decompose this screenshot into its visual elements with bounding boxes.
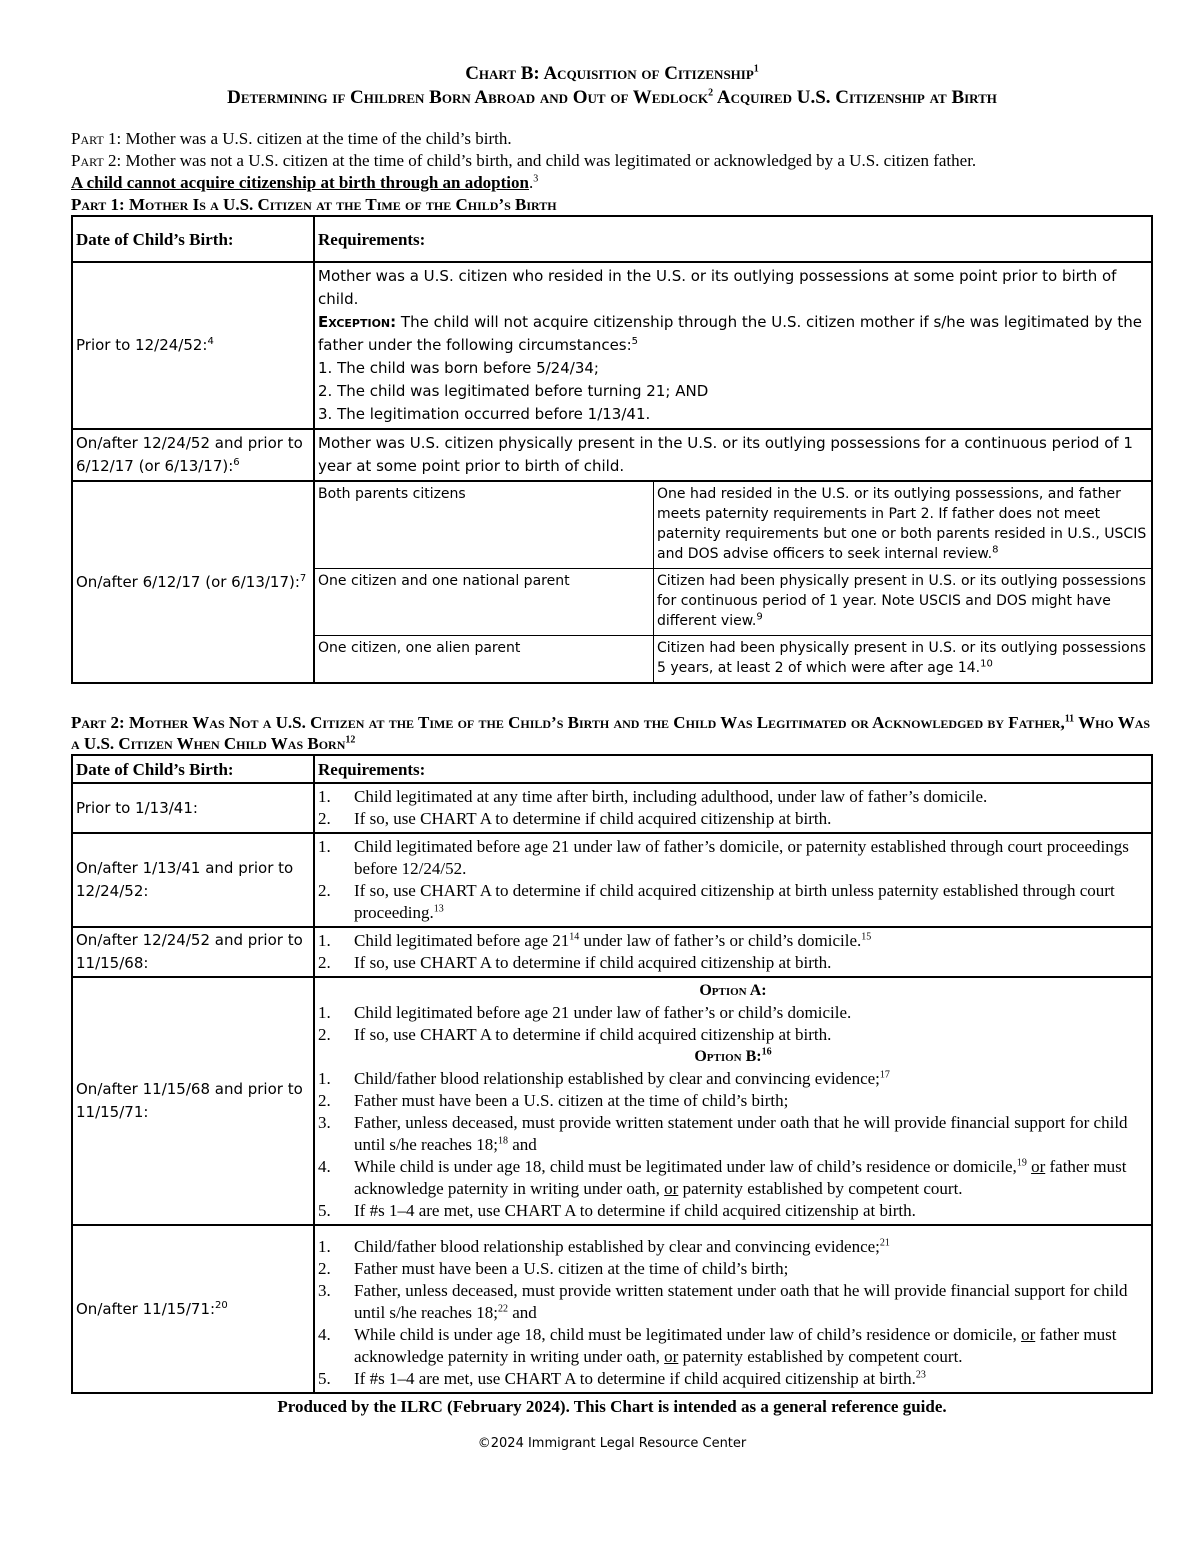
- list-item: 2. If so, use CHART A to determine if child acquired citizenship at birth unless paternity established through court proceeding.$^{13}$: [318, 881, 1115, 922]
- list-item: 1. Child legitimated before age 21 under law of father’s or child’s domicile.: [318, 1003, 852, 1022]
- table-row: [72, 833, 1152, 927]
- copyright: ©2024 Immigrant Legal Resource Center: [477, 1436, 747, 1451]
- chart-title: Chart B: Acquisition of Citizenship$^1$: [465, 63, 759, 84]
- date-cell: On/after 12/24/52 and prior to 6/12/17 (or 6/13/17):$^6$: [72, 429, 314, 481]
- requirements-cell: [314, 927, 1152, 977]
- date-cell: On/after 11/15/68 and prior to 11/15/71:: [72, 977, 314, 1225]
- requirements-cell: Mother was U.S. citizen physically present in the U.S. or its outlying possessions for a continuous period of 1 year at some point prior to birth of child.: [314, 429, 1152, 481]
- intro-part1: Part 1: Mother was a U.S. citizen at the time of the child’s birth.: [71, 129, 512, 148]
- list-item: 3. Father, unless deceased, must provide written statement under oath that he will provide financial support for child until s/he reaches 18;$^{18}$ and: [318, 1113, 1128, 1154]
- requirements-cell: [314, 262, 1152, 429]
- date-cell: Prior to 12/24/52:$^4$: [72, 262, 314, 429]
- col-header-requirements: Requirements:: [314, 755, 1152, 783]
- list-item: 1. Child/father blood relationship established by clear and convincing evidence;$^{21}$: [318, 1237, 890, 1256]
- exception-text: Exception: The child will not acquire citizenship through the U.S. citizen mother if s/he was legitimated by the father under the following circumstances:$^5$: [318, 313, 1142, 354]
- table-row: [72, 977, 1152, 1225]
- list-item: 2. If so, use CHART A to determine if child acquired citizenship at birth.: [318, 953, 832, 972]
- option-b-label: Option B:$^{16}$: [694, 1046, 772, 1065]
- list-item: 1. Child legitimated at any time after birth, including adulthood, under law of father’s domicile.: [318, 787, 988, 806]
- table-header-row: [72, 755, 1152, 783]
- table-row: [315, 482, 1151, 569]
- produced-by-note: Produced by the ILRC (February 2024). This Chart is intended as a general reference guide.: [277, 1397, 947, 1416]
- requirement-cell: Citizen had been physically present in U.S. or its outlying possessions 5 years, at least 2 of which were after age 14.10: [654, 636, 1152, 683]
- list-item: 1. Child legitimated before age $21^{14}$ under law of father’s or child’s domicile.$^{15}$: [318, 931, 872, 950]
- date-cell: On/after 1/13/41 and prior to 12/24/52:: [72, 833, 314, 927]
- nested-table: [315, 482, 1151, 682]
- list-item: 3. Father, unless deceased, must provide written statement under oath that he will provide financial support for child until s/he reaches 18;$^{22}$ and: [318, 1281, 1128, 1322]
- list-item: 2. If so, use CHART A to determine if child acquired citizenship at birth.: [318, 1025, 832, 1044]
- part1-table: [71, 215, 1153, 684]
- part2-heading: Part 2: Mother Was Not a U.S. Citizen at the Time of the Child’s Birth and the Child Was Legitimated or Acknowledged by Father,$^{11}$ Who Was a U.S. Citizen When Child Was Born$^{12}$: [71, 713, 1151, 753]
- requirements-cell: [314, 783, 1152, 833]
- part2-table: [71, 754, 1153, 1394]
- table-row: [72, 429, 1152, 481]
- chart-subtitle: Determining if Children Born Abroad and Out of Wedlock$^2$ Acquired U.S. Citizenship at Birth: [227, 87, 997, 108]
- intro-part2: Part 2: Mother was not a U.S. citizen at the time of child’s birth, and child was legitimated or acknowledged by a U.S. citizen father.: [71, 151, 977, 170]
- table-row: [72, 783, 1152, 833]
- requirements-cell: [314, 833, 1152, 927]
- table-row: [72, 262, 1152, 429]
- list-item: 3. The legitimation occurred before 1/13/41.: [318, 405, 651, 423]
- date-cell: Prior to 1/13/41:: [72, 783, 314, 833]
- date-cell: On/after 12/24/52 and prior to 11/15/68:: [72, 927, 314, 977]
- date-cell: On/after 11/15/71:$^{20}$: [72, 1225, 314, 1393]
- requirements-cell: [314, 481, 1152, 683]
- requirement-cell: One had resided in the U.S. or its outlying possessions, and father meets paternity requirements in Part 2. If father does not meet paternity requirements but one or both parents resided in U.S., USCIS and DOS advise officers to seek internal review.$^8$: [654, 482, 1152, 569]
- requirement-cell: Citizen had been physically present in U.S. or its outlying possessions for continuous period of 1 year. Note USCIS and DOS might have different view.$^9$: [654, 569, 1152, 636]
- parents-cell: Both parents citizens: [315, 482, 654, 569]
- list-item: 1. Child/father blood relationship established by clear and convincing evidence;$^{17}$: [318, 1069, 890, 1088]
- option-a-label: Option A:: [699, 982, 767, 999]
- table-row: [72, 927, 1152, 977]
- document-page: [71, 62, 1153, 1466]
- list-item: 4. While child is under age 18, child must be legitimated under law of child’s residence or domicile,$^{19}$ or father must acknowledge paternity in writing under oath, or paternity established by competent court.: [318, 1157, 1127, 1198]
- parents-cell: One citizen and one national parent: [315, 569, 654, 636]
- table-header-row: [72, 216, 1152, 262]
- col-header-date: Date of Child’s Birth:: [72, 755, 314, 783]
- adoption-note: A child cannot acquire citizenship at birth through an adoption.$^3$: [71, 173, 539, 192]
- list-item: 2. The child was legitimated before turning 21; AND: [318, 382, 709, 400]
- list-item: 2. Father must have been a U.S. citizen at the time of child’s birth;: [318, 1091, 789, 1110]
- list-item: 1. The child was born before 5/24/34;: [318, 359, 599, 377]
- list-item: 5. If #s 1–4 are met, use CHART A to determine if child acquired citizenship at birth.$^{23}$: [318, 1369, 926, 1388]
- list-item: 2. If so, use CHART A to determine if child acquired citizenship at birth.: [318, 809, 832, 828]
- table-row: [315, 636, 1151, 683]
- requirements-cell: [314, 1225, 1152, 1393]
- date-cell: On/after 6/12/17 (or 6/13/17):$^7$: [72, 481, 314, 683]
- table-row: [72, 1225, 1152, 1393]
- requirement-text: Mother was a U.S. citizen who resided in the U.S. or its outlying possessions at some point prior to birth of child.: [318, 267, 1117, 308]
- list-item: 4. While child is under age 18, child must be legitimated under law of child’s residence or domicile, or father must acknowledge paternity in writing under oath, or paternity established by competent court.: [318, 1325, 1117, 1366]
- table-row: [315, 569, 1151, 636]
- requirements-cell: [314, 977, 1152, 1225]
- list-item: 1. Child legitimated before age 21 under law of father’s domicile, or paternity established through court proceedings before 12/24/52.: [318, 837, 1129, 878]
- col-header-requirements: Requirements:: [314, 216, 1152, 262]
- part1-heading: Part 1: Mother Is a U.S. Citizen at the Time of the Child’s Birth: [71, 195, 557, 214]
- table-row: [72, 481, 1152, 683]
- col-header-date: Date of Child’s Birth:: [72, 216, 314, 262]
- list-item: 2. Father must have been a U.S. citizen at the time of child’s birth;: [318, 1259, 789, 1278]
- list-item: 5. If #s 1–4 are met, use CHART A to determine if child acquired citizenship at birth.: [318, 1201, 916, 1220]
- parents-cell: One citizen, one alien parent: [315, 636, 654, 683]
